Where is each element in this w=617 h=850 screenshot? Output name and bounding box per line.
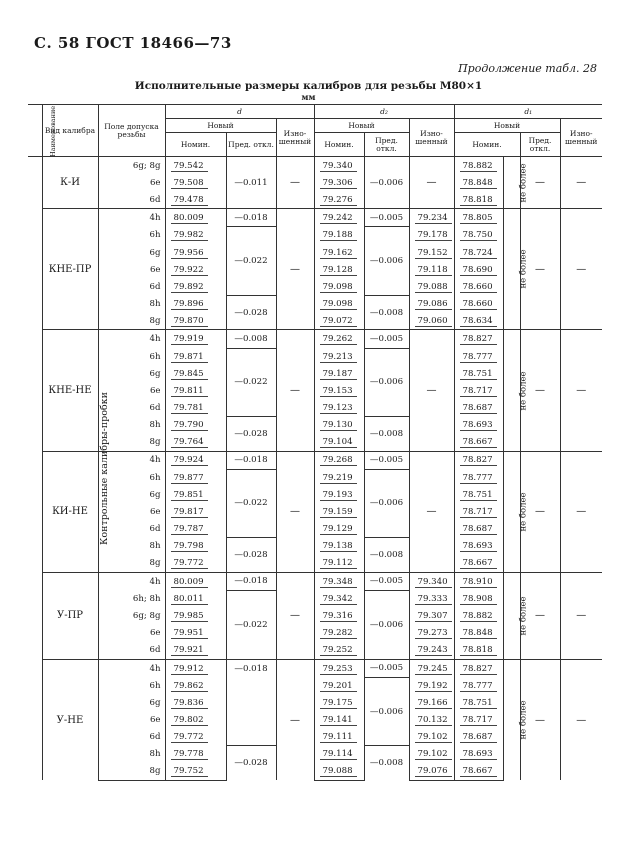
d2-dev: —0.006	[364, 348, 409, 416]
page-header: С. 58 ГОСТ 18466—73	[34, 34, 232, 52]
tolerance-field: 8g	[98, 555, 165, 573]
d2-nom: 79.193	[314, 486, 364, 503]
d2-worn: 79.192	[409, 677, 454, 694]
d1-worn: —	[560, 157, 602, 209]
d2-worn: 79.086	[409, 295, 454, 312]
d2-worn: —	[409, 157, 454, 209]
d2-worn: —	[409, 330, 454, 451]
not-more-note: не более	[503, 572, 520, 659]
d-nom: 79.798	[165, 538, 226, 555]
d2-nom: 79.129	[314, 520, 364, 537]
d2-worn: 79.060	[409, 312, 454, 330]
d-nom: 79.919	[165, 330, 226, 348]
tolerance-field: 6h	[98, 227, 165, 244]
d-nom: 79.764	[165, 434, 226, 452]
d1-worn: —	[560, 659, 602, 780]
d2-worn: 79.178	[409, 227, 454, 244]
d-worn: —	[276, 330, 314, 451]
gauge-name: У-ПР	[42, 572, 98, 659]
d-worn: —	[276, 451, 314, 572]
d-dev: —0.018	[226, 209, 276, 227]
tolerance-field: 6g; 8g	[98, 157, 165, 175]
tolerance-field: 6d	[98, 191, 165, 209]
d2-nom: 79.128	[314, 261, 364, 278]
d2-nom: 79.130	[314, 416, 364, 433]
d-dev: —0.028	[226, 538, 276, 573]
col-tolerance-header: Поле допуска резьбы	[98, 105, 165, 157]
d2-nom: 79.088	[314, 763, 364, 781]
d-nom: 79.781	[165, 399, 226, 416]
d1-dev: —	[520, 572, 560, 659]
col-d-header: d	[165, 105, 314, 119]
d1-dev: —	[520, 157, 560, 209]
d-nom: 79.924	[165, 451, 226, 469]
d2-dev: —0.005	[364, 209, 409, 227]
d-nom: 79.896	[165, 295, 226, 312]
not-more-note: не более	[503, 157, 520, 209]
tolerance-field: 4h	[98, 572, 165, 590]
d-nom: 79.508	[165, 174, 226, 191]
tolerance-field: 4h	[98, 659, 165, 677]
d2-nom: 79.187	[314, 365, 364, 382]
d1-nom: 78.777	[454, 348, 503, 365]
d-nom: 79.836	[165, 694, 226, 711]
d1-nom: 78.777	[454, 469, 503, 486]
d2-dev: —0.005	[364, 451, 409, 469]
d2-nom: 79.219	[314, 469, 364, 486]
d-nom: 79.811	[165, 382, 226, 399]
d1-dev: —	[520, 659, 560, 780]
d1-nom: 78.910	[454, 572, 503, 590]
d-nom: 79.772	[165, 729, 226, 746]
d2-dev: —0.006	[364, 469, 409, 537]
d1-dev: —	[520, 330, 560, 451]
gauge-name: КИ-НЕ	[42, 451, 98, 572]
d-nom: 79.982	[165, 227, 226, 244]
tolerance-field: 8g	[98, 434, 165, 452]
d-worn-header: Изно-шенный	[276, 119, 314, 157]
d2-nom: 79.138	[314, 538, 364, 555]
d-dev: —0.028	[226, 746, 276, 781]
tolerance-field: 6e	[98, 625, 165, 642]
d2-nom: 79.114	[314, 746, 364, 763]
d2-nom: 79.201	[314, 677, 364, 694]
d-nom: 79.802	[165, 712, 226, 729]
tolerance-field: 6h	[98, 677, 165, 694]
d2-nom: 79.072	[314, 312, 364, 330]
d1-dev-header: Пред. откл.	[520, 133, 560, 157]
tolerance-field: 6e	[98, 712, 165, 729]
d2-worn: 79.273	[409, 625, 454, 642]
d2-dev: —0.008	[364, 295, 409, 330]
d-nom: 79.851	[165, 486, 226, 503]
tolerance-field: 4h	[98, 209, 165, 227]
d1-nom: 78.693	[454, 746, 503, 763]
tolerance-field: 6d	[98, 729, 165, 746]
d1-nom: 78.818	[454, 191, 503, 209]
tolerance-field: 6e	[98, 382, 165, 399]
d2-nom: 79.123	[314, 399, 364, 416]
d2-dev: —0.008	[364, 416, 409, 451]
d-dev-header: Пред. откл.	[226, 133, 276, 157]
d-nom: 79.790	[165, 416, 226, 433]
d2-worn-header: Изно-шенный	[409, 119, 454, 157]
d-dev: —0.018	[226, 659, 276, 677]
d2-nom: 79.242	[314, 209, 364, 227]
tolerance-field: 6h	[98, 469, 165, 486]
d-dev: —0.022	[226, 348, 276, 416]
d1-nom: 78.717	[454, 712, 503, 729]
d1-nom: 78.882	[454, 607, 503, 624]
d1-nom: 78.660	[454, 278, 503, 295]
d1-nom: 78.690	[454, 261, 503, 278]
d2-worn: 79.152	[409, 244, 454, 261]
d1-nom: 78.827	[454, 330, 503, 348]
tolerance-field: 8g	[98, 763, 165, 781]
d2-dev: —0.005	[364, 572, 409, 590]
dimensions-table	[28, 104, 602, 781]
d2-nom: 79.175	[314, 694, 364, 711]
d2-nom: 79.342	[314, 590, 364, 607]
d2-nom: 79.348	[314, 572, 364, 590]
d2-dev: —0.006	[364, 227, 409, 295]
d1-nom: 78.908	[454, 590, 503, 607]
d-nom: 79.956	[165, 244, 226, 261]
d2-worn: 79.333	[409, 590, 454, 607]
d2-worn: 79.102	[409, 746, 454, 763]
d1-worn: —	[560, 451, 602, 572]
tolerance-field: 6d	[98, 642, 165, 660]
col-name-header: Наименование	[28, 105, 42, 157]
d2-new-header: Новый	[314, 119, 409, 133]
d1-nom: 78.882	[454, 157, 503, 175]
d-nom: 79.892	[165, 278, 226, 295]
tolerance-field: 6g	[98, 365, 165, 382]
d1-nom: 78.660	[454, 295, 503, 312]
d1-nom: 78.724	[454, 244, 503, 261]
tolerance-field: 6h	[98, 348, 165, 365]
d1-nom: 78.751	[454, 694, 503, 711]
col-type-header: Вид калибра	[42, 105, 98, 157]
d2-dev: —0.005	[364, 330, 409, 348]
d2-worn: 79.076	[409, 763, 454, 781]
tolerance-field: 6g	[98, 244, 165, 261]
tolerance-field: 6d	[98, 278, 165, 295]
d1-nom: 78.818	[454, 642, 503, 660]
tolerance-field: 8h	[98, 416, 165, 433]
category-label: Контрольные калибры-пробки	[28, 157, 42, 781]
d1-nom: 78.805	[454, 209, 503, 227]
d-nom: 79.921	[165, 642, 226, 660]
d1-nom: 78.693	[454, 416, 503, 433]
d2-worn: 79.245	[409, 659, 454, 677]
d-nom: 79.862	[165, 677, 226, 694]
d1-dev: —	[520, 451, 560, 572]
d-dev: —0.018	[226, 451, 276, 469]
d-nom: 80.009	[165, 209, 226, 227]
d1-nom: 78.848	[454, 174, 503, 191]
d2-dev: —0.006	[364, 157, 409, 209]
d1-nom: 78.634	[454, 312, 503, 330]
d2-worn: 79.118	[409, 261, 454, 278]
d2-dev: —0.006	[364, 590, 409, 659]
d-new-header: Новый	[165, 119, 276, 133]
not-more-note: не более	[503, 451, 520, 572]
d-dev: —0.011	[226, 157, 276, 209]
d1-nom: 78.693	[454, 538, 503, 555]
d-nom: 79.817	[165, 503, 226, 520]
tolerance-field: 8h	[98, 538, 165, 555]
d1-worn-header: Изно-шенный	[560, 119, 602, 157]
d2-nom: 79.188	[314, 227, 364, 244]
tolerance-field: 8h	[98, 746, 165, 763]
d1-worn: —	[560, 209, 602, 330]
d2-nom: 79.282	[314, 625, 364, 642]
d-nom: 79.542	[165, 157, 226, 175]
d1-nom: 78.848	[454, 625, 503, 642]
d-nom: 79.787	[165, 520, 226, 537]
d-dev: —0.022	[226, 590, 276, 659]
d2-dev-header: Пред. откл.	[364, 133, 409, 157]
d-nom-header: Номин.	[165, 133, 226, 157]
d-nom: 79.752	[165, 763, 226, 781]
d1-new-header: Новый	[454, 119, 560, 133]
tolerance-field: 6d	[98, 520, 165, 537]
d-nom: 80.011	[165, 590, 226, 607]
d1-nom: 78.687	[454, 399, 503, 416]
gauge-name: КНЕ-ПР	[42, 209, 98, 330]
d2-nom: 79.162	[314, 244, 364, 261]
d-dev: —0.022	[226, 227, 276, 295]
tolerance-field: 8g	[98, 312, 165, 330]
d-nom: 79.778	[165, 746, 226, 763]
d2-worn: 79.088	[409, 278, 454, 295]
d2-nom: 79.153	[314, 382, 364, 399]
d-dev: —0.018	[226, 572, 276, 590]
tolerance-field: 6h; 8h	[98, 590, 165, 607]
d2-nom: 79.252	[314, 642, 364, 660]
d2-worn: 79.102	[409, 729, 454, 746]
gauge-name: КНЕ-НЕ	[42, 330, 98, 451]
d2-nom: 79.340	[314, 157, 364, 175]
d-dev-empty	[226, 677, 276, 745]
d2-worn: 79.340	[409, 572, 454, 590]
tolerance-field: 6g	[98, 694, 165, 711]
continuation-note: Продолжение табл. 28	[458, 62, 597, 75]
not-more-note: не более	[503, 209, 520, 330]
d1-nom: 78.687	[454, 729, 503, 746]
d2-dev: —0.008	[364, 538, 409, 573]
d2-nom: 79.213	[314, 348, 364, 365]
d2-nom: 79.112	[314, 555, 364, 573]
d2-nom: 79.159	[314, 503, 364, 520]
d-nom: 79.985	[165, 607, 226, 624]
d-nom: 79.871	[165, 348, 226, 365]
d-dev: —0.028	[226, 295, 276, 330]
d1-worn: —	[560, 330, 602, 451]
d-dev: —0.022	[226, 469, 276, 537]
d2-worn: 79.307	[409, 607, 454, 624]
d-worn: —	[276, 157, 314, 209]
d2-nom: 79.141	[314, 712, 364, 729]
tolerance-field: 6g; 8g	[98, 607, 165, 624]
d1-nom: 78.750	[454, 227, 503, 244]
d-nom: 79.478	[165, 191, 226, 209]
d2-nom: 79.098	[314, 278, 364, 295]
tolerance-field: 6e	[98, 503, 165, 520]
d2-nom: 79.098	[314, 295, 364, 312]
d-nom: 80.009	[165, 572, 226, 590]
d2-worn: 79.243	[409, 642, 454, 660]
tolerance-field: 8h	[98, 295, 165, 312]
not-more-note: не более	[503, 330, 520, 451]
d1-nom: 78.827	[454, 451, 503, 469]
d2-nom: 79.262	[314, 330, 364, 348]
d1-nom: 78.667	[454, 555, 503, 573]
d2-dev: —0.008	[364, 746, 409, 781]
d-nom: 79.912	[165, 659, 226, 677]
d2-worn: —	[409, 451, 454, 572]
tolerance-field: 6e	[98, 174, 165, 191]
d2-worn: 70.132	[409, 712, 454, 729]
tolerance-field: 6g	[98, 486, 165, 503]
col-d1-header: d₁	[454, 105, 602, 119]
d2-nom: 79.316	[314, 607, 364, 624]
d1-nom-header: Номин.	[454, 133, 520, 157]
d2-nom: 79.276	[314, 191, 364, 209]
d2-nom: 79.306	[314, 174, 364, 191]
col-d2-header: d₂	[314, 105, 454, 119]
d-worn: —	[276, 659, 314, 780]
d1-nom: 78.687	[454, 520, 503, 537]
d2-dev: —0.006	[364, 677, 409, 745]
d2-worn: 79.166	[409, 694, 454, 711]
d1-nom: 78.717	[454, 382, 503, 399]
d-nom: 79.877	[165, 469, 226, 486]
d-nom: 79.772	[165, 555, 226, 573]
gauge-name: К-И	[42, 157, 98, 209]
d1-nom: 78.667	[454, 434, 503, 452]
gauge-name: У-НЕ	[42, 659, 98, 780]
tolerance-field: 4h	[98, 451, 165, 469]
d2-nom: 79.111	[314, 729, 364, 746]
d-worn: —	[276, 209, 314, 330]
tolerance-field: 6e	[98, 261, 165, 278]
d1-nom: 78.827	[454, 659, 503, 677]
d-nom: 79.870	[165, 312, 226, 330]
d-nom: 79.922	[165, 261, 226, 278]
d2-nom: 79.253	[314, 659, 364, 677]
d-dev: —0.008	[226, 330, 276, 348]
d-dev: —0.028	[226, 416, 276, 451]
d-nom: 79.951	[165, 625, 226, 642]
d2-nom: 79.268	[314, 451, 364, 469]
d2-dev: —0.005	[364, 659, 409, 677]
d1-nom: 78.717	[454, 503, 503, 520]
d1-nom: 78.751	[454, 486, 503, 503]
tolerance-field: 6d	[98, 399, 165, 416]
d2-nom: 79.104	[314, 434, 364, 452]
not-more-note: не более	[503, 659, 520, 780]
d2-nom-header: Номин.	[314, 133, 364, 157]
d1-nom: 78.777	[454, 677, 503, 694]
table-title: Исполнительные размеры калибров для резьбы М80×1	[134, 80, 483, 92]
d2-worn: 79.234	[409, 209, 454, 227]
d1-dev: —	[520, 209, 560, 330]
d1-worn: —	[560, 572, 602, 659]
d1-nom: 78.751	[454, 365, 503, 382]
d1-nom: 78.667	[454, 763, 503, 781]
tolerance-field: 4h	[98, 330, 165, 348]
table-unit: мм	[301, 92, 316, 102]
d-nom: 79.845	[165, 365, 226, 382]
d-worn: —	[276, 572, 314, 659]
